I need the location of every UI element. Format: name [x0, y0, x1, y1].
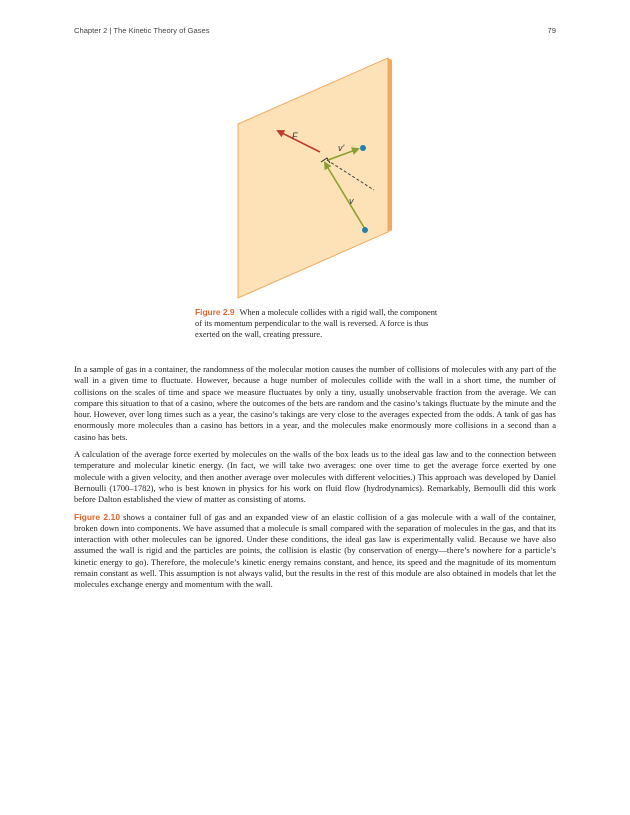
- molecule-after: [360, 145, 366, 151]
- figure-caption: [195, 307, 443, 341]
- collision-diagram: [0, 0, 630, 360]
- body-text: [74, 364, 556, 597]
- molecule-before: [362, 227, 368, 233]
- rigid-wall: [238, 58, 388, 298]
- force-label: F: [292, 131, 298, 141]
- paragraph-1: In a sample of gas in a container, the randomness of the molecular motion causes the number of collisions of molecules with any part of the wall in a given time to fluctuate. However, because a huge number of molecules collide with the wall in a short time, the number of collisions on the scales of time and space we measure fluctuates by only a tiny, usually unobservable fraction from the average. We can compare this situation to that of a casino, where the outcomes of the bets are random and the casino’s takings fluctuate by the minute and the hour. However, over long times such as a year, the casino’s takings are very close to the averages expected from the odds. A tank of gas has enormously more molecules than a casino has bettors in a year, and the molecules make enormously more collisions in a second than a casino has bets.: [74, 364, 556, 442]
- paragraph-3: [74, 512, 556, 591]
- figure-reference-link[interactable]: Figure 2.10: [74, 511, 121, 522]
- chapter-title: Chapter 2 | The Kinetic Theory of Gases: [74, 26, 210, 35]
- velocity-label: v: [349, 196, 354, 206]
- figure-label: Figure 2.9: [195, 307, 235, 317]
- paragraph-2: A calculation of the average force exerted by molecules on the walls of the box leads us to the ideal gas law and to the connection between temperature and molecular kinetic energy. (In fact, we will take two averages: one over time to get the average force exerted by one molecule with a given velocity, and then another average over molecules with different velocities.) This approach was developed by Daniel Bernoulli (1700–1782), who is best known in physics for his work on fluid flow (hydrodynamics). Remarkably, Bernoulli did this work before Dalton established the view of matter as consisting of atoms.: [74, 449, 556, 505]
- paragraph-3-text: shows a container full of gas and an expanded view of an elastic collision of a gas molecule with a wall of the container, broken down into components. We have assumed that a molecule is small compared with the separation of molecules in the gas, and that its interaction with other molecules can be ignored. Under these conditions, the ideal gas law is experimentally valid. Because we have also assumed the wall is rigid and the particles are points, the collision is elastic (by conservation of energy—there’s nowhere for a particle’s kinetic energy to go). Therefore, the molecule’s kinetic energy remains constant, and hence, its speed and the magnitude of its momentum remain constant as well. This assumption is not always valid, but the results in the rest of this module are also obtained in models that let the molecules exchange energy and momentum with the wall.: [74, 511, 556, 590]
- wall-edge: [388, 58, 392, 232]
- page-number: 79: [547, 26, 556, 35]
- velocity-prime-label: v': [338, 143, 345, 153]
- caption-text: When a molecule collides with a rigid wall, the component of its momentum perpendicular to the wall is reversed. A force is thus exerted on the wall, creating pressure.: [195, 308, 438, 340]
